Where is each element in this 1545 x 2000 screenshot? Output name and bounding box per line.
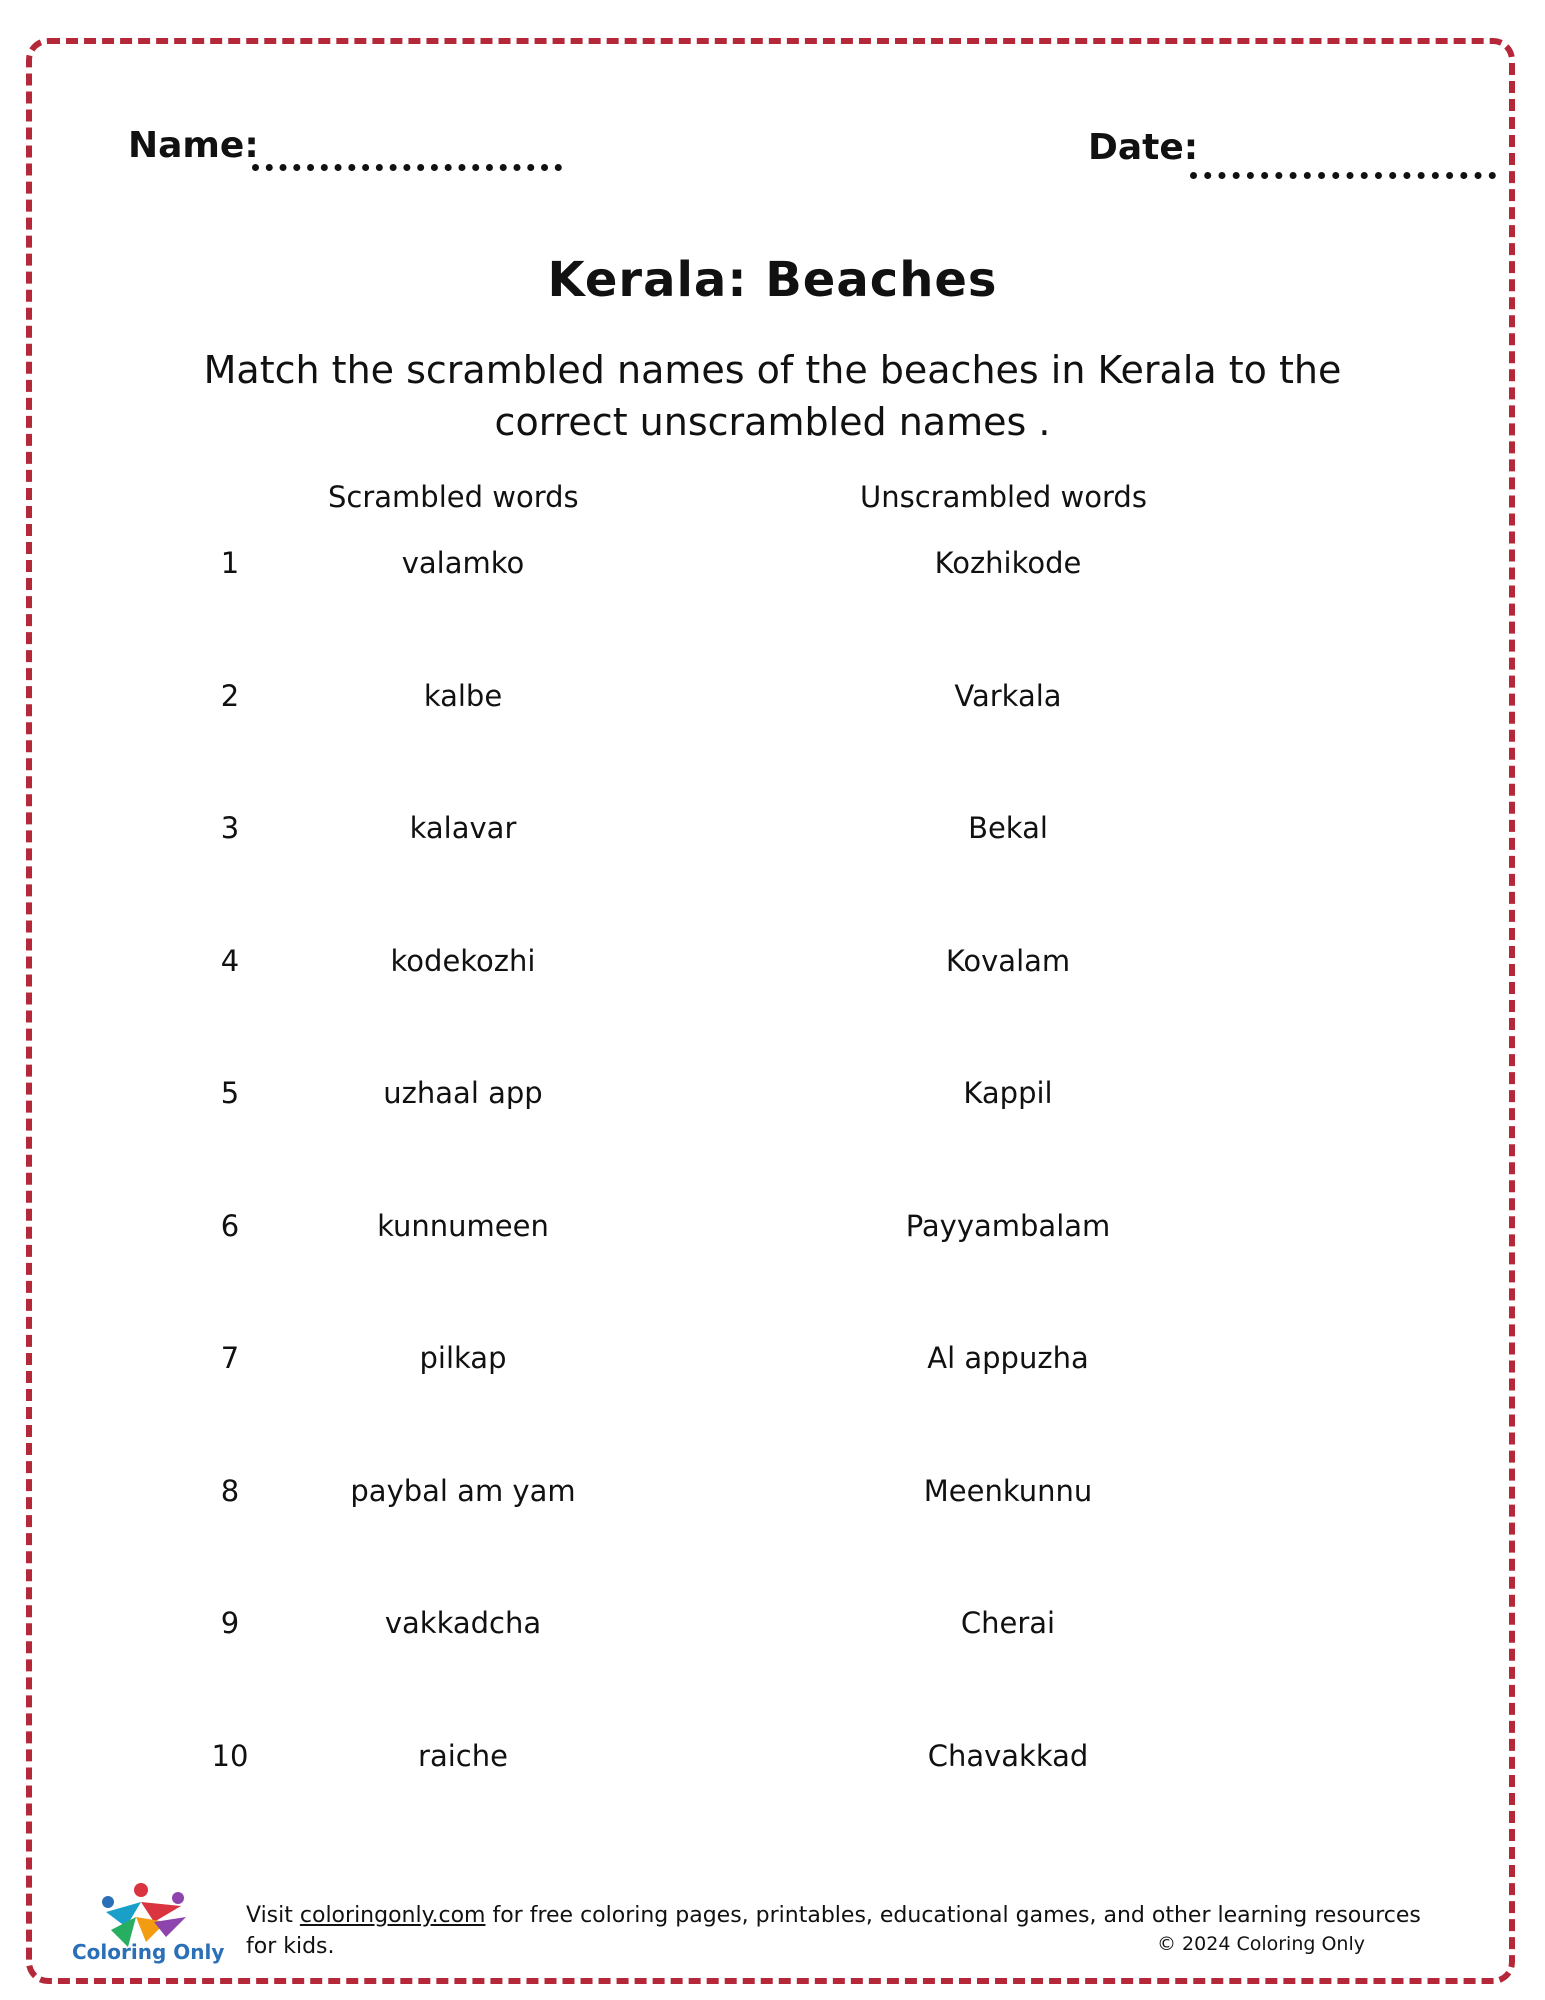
date-line[interactable] <box>1190 172 1496 179</box>
unscrambled-word: Varkala <box>954 679 1062 713</box>
footer-visit: Visit <box>246 1903 293 1928</box>
row-number: 10 <box>211 1739 249 1773</box>
row-number: 4 <box>220 944 240 978</box>
row-number: 1 <box>220 546 240 580</box>
scrambled-word: uzhaal app <box>383 1076 543 1110</box>
unscrambled-word: Bekal <box>968 811 1048 845</box>
unscrambled-word: Payyambalam <box>905 1209 1111 1243</box>
scrambled-word: valamko <box>401 546 525 580</box>
footer-rest: for free coloring pages, printables, educational games, and other learning resources for kids. <box>246 1903 1421 1959</box>
scrambled-word: kalavar <box>409 811 517 845</box>
unscrambled-word: Cherai <box>960 1606 1056 1640</box>
scrambled-column-header: Scrambled words <box>328 480 579 514</box>
coloringonly-link[interactable]: coloringonly.com <box>299 1903 486 1928</box>
copyright: © 2024 Coloring Only <box>1157 1933 1365 1955</box>
row-number: 8 <box>220 1474 240 1508</box>
scrambled-word: kodekozhi <box>390 944 536 978</box>
unscrambled-word: Chavakkad <box>927 1739 1089 1773</box>
unscrambled-word: Al appuzha <box>927 1341 1089 1375</box>
name-label: Name: <box>128 125 259 166</box>
row-number: 7 <box>220 1341 240 1375</box>
scrambled-word: vakkadcha <box>384 1606 542 1640</box>
unscrambled-word: Kappil <box>963 1076 1053 1110</box>
unscrambled-word: Meenkunnu <box>923 1474 1093 1508</box>
scrambled-word: raiche <box>418 1739 508 1773</box>
instructions: Match the scrambled names of the beaches in Kerala to the correct unscrambled names . <box>203 348 1342 444</box>
scrambled-word: paybal am yam <box>350 1474 576 1508</box>
logo-text: Coloring Only <box>72 1940 225 1964</box>
scrambled-word: kalbe <box>423 679 503 713</box>
date-label: Date: <box>1088 127 1199 168</box>
unscrambled-word: Kovalam <box>945 944 1071 978</box>
unscrambled-word: Kozhikode <box>934 546 1082 580</box>
name-line[interactable] <box>252 164 562 171</box>
row-number: 5 <box>220 1076 240 1110</box>
page-border <box>26 38 1515 1984</box>
scrambled-word: pilkap <box>419 1341 507 1375</box>
row-number: 6 <box>220 1209 240 1243</box>
page-title: Kerala: Beaches <box>547 252 998 308</box>
unscrambled-column-header: Unscrambled words <box>860 480 1147 514</box>
row-number: 2 <box>220 679 240 713</box>
row-number: 3 <box>220 811 240 845</box>
scrambled-word: kunnumeen <box>377 1209 549 1243</box>
row-number: 9 <box>220 1606 240 1640</box>
